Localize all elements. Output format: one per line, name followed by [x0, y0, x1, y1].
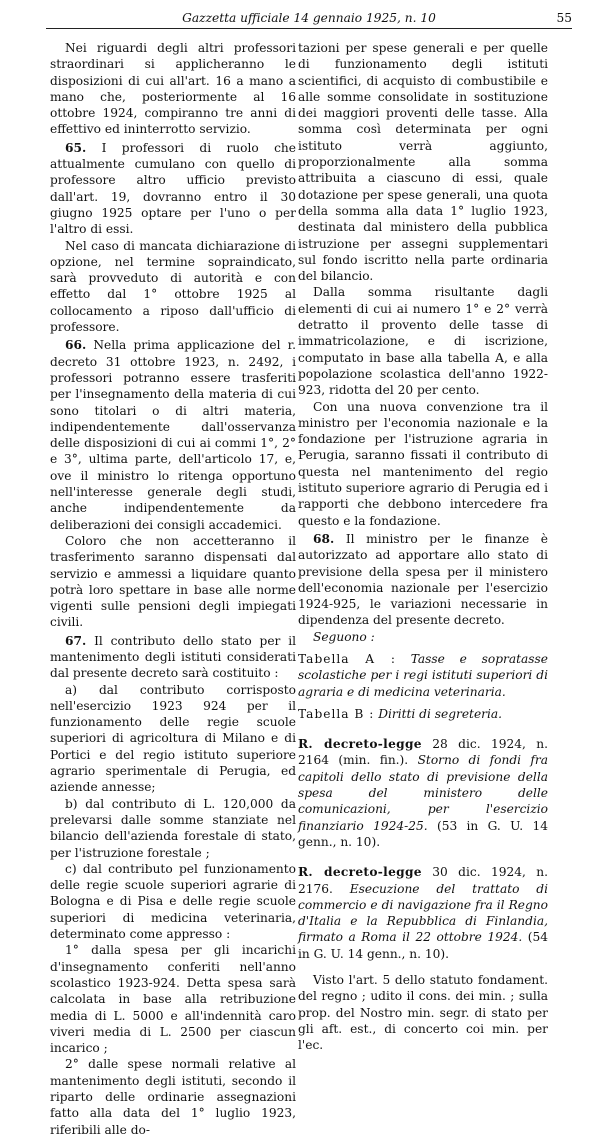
paragraph: tazioni per spese generali e per quelle di funzionamento degli istituti scientifici, di acquisto di combustibile e alle somme consolidate in sostituzione dei maggiori proventi delle tasse. Alla somma così determinata per ogni istituto verrà aggiunto, proporzionalmente alla somma attribuita a ciascuno di essi, quale dotazione per spese generali, una quota della somma alla data 1° luglio 1923, destinata dal ministero della pubblica istruzione per assegni supplementari sul fondo iscritto nella parte ordinaria del bilancio. — [298, 41, 548, 284]
article-number: 65. — [65, 140, 87, 155]
table-b-description: Diritti di segreteria. — [378, 706, 503, 721]
article-text: Il ministro per le finanze è autorizzato ad apportare allo stato di previsione della spesa per il ministero dell'economia nazionale per l'esercizio 1924-925, le variazioni necessarie in dipendenza del presente decreto. — [298, 531, 548, 628]
paragraph: Dalla somma risultante dagli elementi di cui ai numero 1° e 2° verrà detratto il provento delle tasse di immatricolazione, e di iscrizione, computato in base alla tabella A, e alla popolazione scolastica dell'anno 1922-923, ridotta del 20 per cento. — [298, 285, 548, 398]
running-header — [46, 10, 572, 29]
article-66 — [50, 337, 296, 533]
paragraph: Nel caso di mancata dichiarazione di opzione, nel termine sopraindicato, sarà provveduto di autorità e con effetto dal 1° ottobre 1925 al collocamento a riposo dall'ufficio di professore. — [50, 238, 296, 335]
table-a-label: Tabella A : — [298, 651, 396, 666]
article-text: Il contributo dello stato per il mantenimento degli istituti considerati dal presente decreto sarà costituito : — [50, 633, 296, 681]
article-number: 67. — [65, 633, 87, 648]
header-title: Gazzetta ufficiale 14 gennaio 1925, n. 10 — [182, 11, 436, 25]
decree-label: R. decreto-legge — [298, 737, 422, 752]
decree-citation: (54 in G. U. 14 genn., n. 10). — [298, 930, 548, 961]
decree-date: 28 dic. 1924, n. 2164 (min. fin.). — [298, 737, 548, 768]
decree-label: R. decreto-legge — [298, 865, 422, 880]
article-68 — [298, 531, 548, 629]
table-a-description: Tasse e sopratasse scolastiche per i regi istituti superiori di agraria e di medicina veterinaria. — [298, 651, 548, 699]
left-column — [50, 40, 296, 1138]
clause-c: c) dal contributo pel funzionamento delle regie scuole superiori agrarie di Bologna e di Pisa e delle regie scuole superiori di medicina veterinaria, determinato come appresso : — [50, 861, 296, 942]
decree-citation: (53 in G. U. 14 genn., n. 10). — [298, 818, 548, 849]
article-number: 68. — [313, 531, 335, 546]
clause-b: b) dal contributo di L. 120,000 da prelevarsi dalle somme stanziate nel bilancio dell'azienda forestale di stato, per l'istruzione forestale ; — [50, 796, 296, 860]
table-a-entry — [298, 651, 548, 700]
paragraph: Nei riguardi degli altri professori straordinari si applicheranno le disposizioni di cui all'art. 16 a mano a mano che, posteriormente al 16 ottobre 1924, compiranno tre anni di effettivo ed ininterrotto servizio. — [50, 41, 296, 137]
article-text: Nella prima applicazione del r. decreto 31 ottobre 1923, n. 2492, i professori potranno essere trasferiti per l'insegnamento della materia di cui sono titolari o di altri materia, indipendentemente dall'osservanza delle disposizioni di cui ai commi 1°, 2° e 3°, ultima parte, dell'articolo 17, e, ove il ministro lo ritenga opportuno nell'interesse generale degli studi, anche indipendentemente da deliberazioni dei consigli accademici. — [50, 338, 297, 532]
article-65 — [50, 140, 296, 238]
table-b-entry — [298, 706, 548, 722]
table-b-label: Tabella B : — [298, 706, 375, 721]
decree-date: 30 dic. 1924, n. 2176. — [298, 865, 548, 896]
clause-second: 2° dalle spese normali relative al mantenimento degli istituti, secondo il riparto delle ordinarie assegnazioni fatto alla data del 1° luglio 1923, riferibili alle do- — [50, 1057, 296, 1137]
paragraph: Coloro che non accetteranno il trasferimento saranno dispensati dal servizio e ammessi a liquidare quanto potrà loro spettare in base alle norme vigenti sulle pensioni degli impiegati civili. — [50, 533, 296, 630]
clause-first: 1° dalla spesa per gli incarichi d'insegnamento conferiti nell'anno scolastico 1923-924. Detta spesa sarà calcolata in base alla retribuzione media di L. 5000 e all'indennità caro viveri media di L. 2500 per ciascun incarico ; — [50, 943, 296, 1056]
decree-title: Esecuzione del trattato di commercio e di navigazione fra il Regno d'Italia e la Repubblica di Finlandia, firmato a Roma il 22 ottobre 1924. — [298, 881, 549, 945]
decree-entry-2164 — [298, 736, 548, 850]
article-67 — [50, 633, 296, 682]
visto-paragraph: Visto l'art. 5 dello statuto fondament. del regno ; udito il cons. dei min. ; sulla prop. del Nostro min. segr. di stato per gli aft. est., di concerto coi min. per l'ec. — [298, 973, 548, 1053]
page-number: 55 — [556, 11, 572, 25]
paragraph: Con una nuova convenzione tra il ministro per l'economia nazionale e la fondazione per l'istruzione agraria in Perugia, saranno fissati il contributo di questa nel mantenimento del regio istituto superiore agrario di Perugia ed i rapporti che debbono intercedere fra questo e la fondazione. — [298, 399, 548, 528]
seguono-label: Seguono : — [313, 629, 375, 644]
decree-title: Storno di fondi fra capitoli dello stato di previsione della spesa del ministero delle comunicazioni, per l'esercizio finanziario 1924-25. — [298, 753, 549, 833]
article-text: I professori di ruolo che attualmente cumulano con quello di professore altro ufficio previsto dall'art. 19, dovranno entro il 30 giugno 1925 optare per l'uno o per l'altro di essi. — [50, 140, 296, 237]
article-number: 66. — [65, 338, 87, 353]
clause-a: a) dal contributo corrisposto nell'esercizio 1923 924 per il funzionamento delle regie scuole superiori di agricoltura di Milano e di Portici e del regio istituto superiore agrario sperimentale di Perugia, ed aziende annesse; — [50, 682, 296, 795]
decree-entry-2176 — [298, 864, 548, 962]
right-column — [298, 40, 548, 1054]
